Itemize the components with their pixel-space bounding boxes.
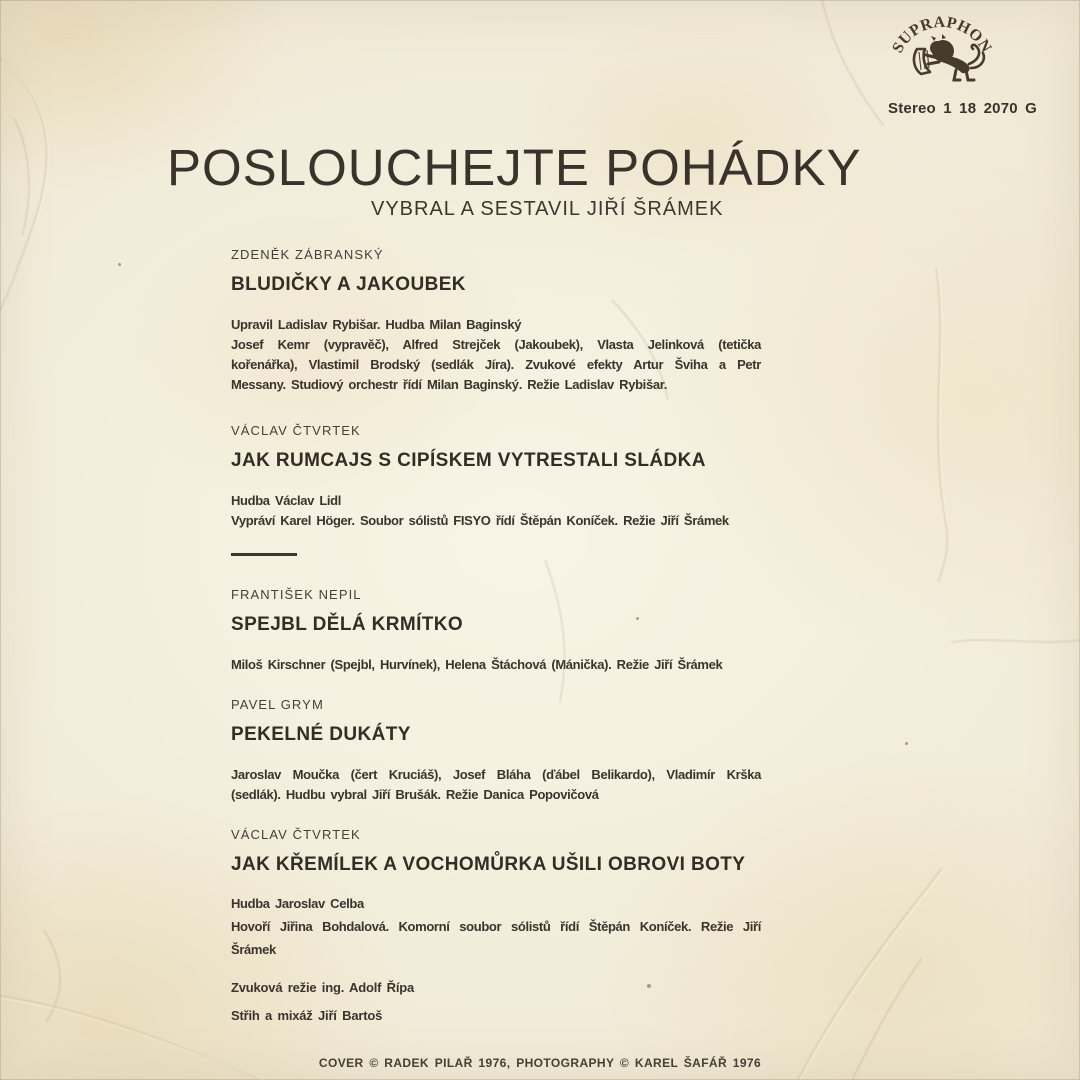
- track-title: PEKELNÉ DUKÁTY: [231, 724, 411, 745]
- production-credits: [231, 974, 414, 1030]
- track-credits: [231, 491, 761, 531]
- track-title: BLUDIČKY A JAKOUBEK: [231, 274, 466, 295]
- track-section-5: [231, 828, 761, 961]
- track-credit-line: Upravil Ladislav Rybišar. Hudba Milan Baginský: [231, 317, 522, 332]
- production-line: Střih a mixáž Jiří Bartoš: [231, 1008, 383, 1023]
- track-title: JAK RUMCAJS S CIPÍSKEM VYTRESTALI SLÁDKA: [231, 450, 706, 471]
- track-title: SPEJBL DĚLÁ KRMÍTKO: [231, 614, 464, 635]
- track-credit-line: (sedlák). Hudbu vybral Jiří Brušák. Režie Danica Popovičová: [231, 787, 599, 802]
- album-subtitle: VYBRAL A SESTAVIL JIŘÍ ŠRÁMEK: [371, 198, 724, 220]
- track-section-4: [231, 698, 761, 805]
- production-line: Zvuková režie ing. Adolf Řípa: [231, 980, 415, 995]
- paper-speck: [636, 617, 639, 620]
- track-credits: [231, 765, 761, 805]
- track-section-3: [231, 588, 761, 675]
- track-author: VÁCLAV ČTVRTEK: [231, 827, 361, 842]
- track-author: FRANTIŠEK NEPIL: [231, 587, 362, 602]
- track-author: ZDENĚK ZÁBRANSKÝ: [231, 247, 384, 262]
- catalog-number: Stereo 1 18 2070 G: [888, 100, 1038, 117]
- track-credits: [231, 892, 761, 961]
- supraphon-logo: [884, 8, 1000, 98]
- track-credit-line: Messany. Studiový orchestr řídí Milan Baginský. Režie Ladislav Rybišar.: [231, 377, 667, 392]
- paper-speck: [905, 742, 908, 745]
- track-author: PAVEL GRYM: [231, 697, 324, 712]
- paper-speck: [118, 263, 121, 266]
- copyright-line: COVER © RADEK PILAŘ 1976, PHOTOGRAPHY © KAREL ŠAFÁŘ 1976: [318, 1056, 762, 1070]
- album-title: POSLOUCHEJTE POHÁDKY: [167, 139, 862, 196]
- track-credit-line: Šrámek: [231, 942, 276, 957]
- track-author: VÁCLAV ČTVRTEK: [231, 423, 361, 438]
- track-credit-line: Hudba Václav Lidl: [231, 493, 342, 508]
- track-credits: [231, 655, 761, 675]
- track-credit-line: kořenářka), Vlastimil Brodský (sedlák Jíra). Zvukové efekty Artur Šviha a Petr: [231, 357, 761, 372]
- track-credits: [231, 315, 761, 395]
- section-divider: [231, 553, 297, 556]
- track-credit-line: Vypráví Karel Höger. Soubor sólistů FISYO řídí Štěpán Koníček. Režie Jiří Šrámek: [231, 513, 729, 528]
- track-credit-line: Miloš Kirschner (Spejbl, Hurvínek), Helena Štáchová (Mánička). Režie Jiří Šrámek: [231, 657, 723, 672]
- track-section-2: [231, 424, 761, 531]
- track-title: JAK KŘEMÍLEK A VOCHOMŮRKA UŠILI OBROVI BOTY: [231, 854, 746, 875]
- track-credit-line: Hudba Jaroslav Celba: [231, 896, 364, 911]
- track-credit-line: Josef Kemr (vypravěč), Alfred Strejček (Jakoubek), Vlasta Jelinková (tetička: [231, 337, 761, 352]
- supraphon-logo-text: SUPRAPHON: [889, 13, 995, 56]
- track-credit-line: Jaroslav Moučka (čert Kruciáš), Josef Bláha (ďábel Belikardo), Vladimír Krška: [231, 767, 761, 782]
- paper-speck: [647, 984, 651, 988]
- track-credit-line: Hovoří Jiřina Bohdalová. Komorní soubor sólistů řídí Štěpán Koníček. Režie Jiří: [231, 919, 761, 934]
- track-section-1: [231, 248, 761, 395]
